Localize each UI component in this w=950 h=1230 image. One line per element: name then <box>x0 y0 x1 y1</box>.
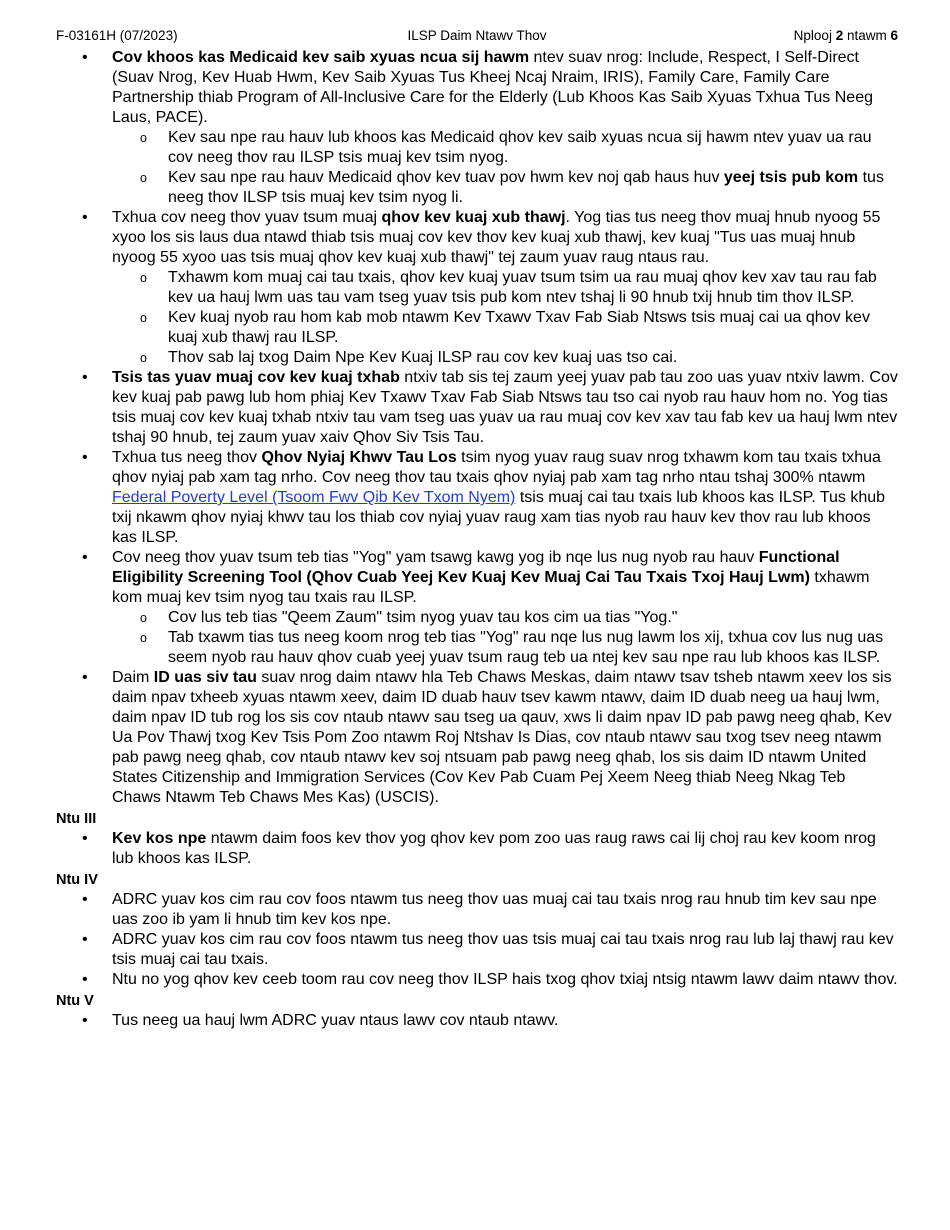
list-item: • Ntu no yog qhov kev ceeb toom rau cov neeg thov ILSP hais txog qhov txiaj ntsig ntawm lawv daim ntawv thov. <box>56 970 898 990</box>
list-item: • Txhua cov neeg thov yuav tsum muaj qhov kev kuaj xub thawj. Yog tias tus neeg thov muaj hnub nyoog 55 xyoo los sis laus dua ntawd thiab tsis muaj cov kev thov kev kuaj xub thawj, kev kuaj "Tus uas muaj hnub nyoog 55 xyoo uas tsis muaj qhov kev kuaj xub thawj" tej zaum yuav raug ntaus rau. o Txhawm kom muaj cai tau txais, qhov kev kuaj yuav tsum tsim ua rau muaj qhov kev xav tau rau fab kev ua hauj lwm uas tau vam tseg yuav tsis pub kom ntev tshaj li 90 hnub txij hnub tim thov ILSP. o Kev kuaj nyob rau hom kab mob ntawm Kev Txawv Txav Fab Siab Ntsws tsis muaj cai ua qhov kev kuaj xub thawj rau ILSP. o Thov sab laj txog Daim Npe Kev Kuaj ILSP rau cov kev kuaj uas tso cai. <box>56 208 898 368</box>
sub-list-item: o Kev sau npe rau hauv lub khoos kas Medicaid qhov kev saib xyuas ncua sij hawm ntev yuav ua rau cov neeg thov rau ILSP tsis muaj kev tsim nyog. <box>112 128 898 168</box>
sub-list <box>112 268 898 368</box>
list-item: • Kev kos npe ntawm daim foos kev thov yog qhov kev pom zoo uas raug raws cai lij choj rau kev koom nrog lub khoos kas ILSP. <box>56 829 898 869</box>
section-3-list <box>56 829 898 869</box>
federal-poverty-level-link[interactable]: Federal Poverty Level (Tsoom Fwv Qib Kev Txom Nyem) <box>112 489 516 506</box>
page-header <box>56 28 898 48</box>
sub-list <box>112 128 898 208</box>
page <box>56 28 898 1031</box>
section-heading-ntu-iv: Ntu IV <box>56 872 98 888</box>
section-heading-ntu-v: Ntu V <box>56 993 94 1009</box>
section-heading-ntu-iii: Ntu III <box>56 811 97 827</box>
list-item: • Tsis tas yuav muaj cov kev kuaj txhab ntxiv tab sis tej zaum yeej yuav pab tau zoo uas yuav ntxiv lawm. Cov kev kuaj pab pawg lub hom phiaj Kev Txawv Txav Fab Siab Ntsws tau tso cai nyob rau hauv hom no. Yog tias tsis muaj cov kev kuaj txhab ntxiv tau vam tseg uas yuav ua rau muaj cov kev xav tau fab kev ua hauj lwm ntev tshaj 90 hnub, tej zaum yuav xaiv Qhov Siv Tsis Tau. <box>56 368 898 448</box>
sub-list-item: o Kev kuaj nyob rau hom kab mob ntawm Kev Txawv Txav Fab Siab Ntsws tsis muaj cai ua qhov kev kuaj xub thawj rau ILSP. <box>112 308 898 348</box>
sub-list-item: o Kev sau npe rau hauv Medicaid qhov kev tuav pov hwm kev noj qab haus huv yeej tsis pub kom tus neeg thov ILSP tsis muaj kev tsim nyog li. <box>112 168 898 208</box>
form-id: F-03161H (07/2023) <box>56 28 178 43</box>
document-body <box>56 48 898 1031</box>
sub-list-item: o Thov sab laj txog Daim Npe Kev Kuaj ILSP rau cov kev kuaj uas tso cai. <box>112 348 898 368</box>
page-number: Nplooj 2 ntawm 6 <box>793 28 898 43</box>
sub-list <box>112 608 898 668</box>
list-item: • Tus neeg ua hauj lwm ADRC yuav ntaus lawv cov ntaub ntawv. <box>56 1011 898 1031</box>
section-5-list <box>56 1011 898 1031</box>
list-item: • Cov khoos kas Medicaid kev saib xyuas ncua sij hawm ntev suav nrog: Include, Respect, I Self-Direct (Suav Nrog, Kev Huab Hwm, Kev Saib Xyuas Tus Kheej Ncaj Nraim, IRIS), Family Care, Family Care Partnership thiab Program of All-Inclusive Care for the Elderly (Lub Khoos Kas Saib Xyuas Txhua Tus Neeg Laus, PACE). o Kev sau npe rau hauv lub khoos kas Medicaid qhov kev saib xyuas ncua sij hawm ntev yuav ua rau cov neeg thov rau ILSP tsis muaj kev tsim nyog. o Kev sau npe rau hauv Medicaid qhov kev tuav pov hwm kev noj qab haus huv yeej tsis pub kom tus neeg thov ILSP tsis muaj kev tsim nyog li. <box>56 48 898 208</box>
list-item: • Daim ID uas siv tau suav nrog daim ntawv hla Teb Chaws Meskas, daim ntawv tsav tsheb ntawm xeev los sis daim npav txheeb xyuas ntawm xeev, daim ID duab hauv tsev kawm ntawv, daim ID duab neeg ua hauj lwm, daim npav ID tub rog los sis cov ntaub ntawv sau tseg ua qauv, xws li daim npav ID pab pawg neeg qhab, Kev Ua Pov Thawj txog Kev Tsis Pom Zoo ntawm Roj Ntshav Is Dias, cov ntaub ntawv sau txog tsev neeg ntawm pab pawg neeg qhab, cov ntaub ntawv kev soj ntsuam pab pawg neeg qhab, los sis daim ID ntawm United States Citizenship and Immigration Services (Cov Kev Pab Cuam Pej Xeem Neeg thiab Neeg Nkag Teb Chaws Ntawm Teb Chaws Mes Kas) (USCIS). <box>56 668 898 808</box>
sub-list-item: o Txhawm kom muaj cai tau txais, qhov kev kuaj yuav tsum tsim ua rau muaj qhov kev xav tau rau fab kev ua hauj lwm uas tau vam tseg yuav tsis pub kom ntev tshaj li 90 hnub txij hnub tim thov ILSP. <box>112 268 898 308</box>
list-item: • ADRC yuav kos cim rau cov foos ntawm tus neeg thov uas tsis muaj cai tau txais nrog rau lub laj thawj rau kev tsis muaj cai tau txais. <box>56 930 898 970</box>
section-2-list <box>56 48 898 808</box>
list-item: • Cov neeg thov yuav tsum teb tias "Yog" yam tsawg kawg yog ib nqe lus nug nyob rau hauv Functional Eligibility Screening Tool (Qhov Cuab Yeej Kev Kuaj Kev Muaj Cai Tau Txais Txoj Hauj Lwm) txhawm kom muaj kev tsim nyog tau txais rau ILSP. o Cov lus teb tias "Qeem Zaum" tsim nyog yuav tau kos cim ua tias "Yog." o Tab txawm tias tus neeg koom nrog teb tias "Yog" rau nqe lus nug lawm los xij, txhua cov lus nug uas seem nyob rau hauv qhov cuab yeej yuav tsum raug teb ua ntej kev sau npe rau lub khoos kas ILSP. <box>56 548 898 668</box>
list-item: • ADRC yuav kos cim rau cov foos ntawm tus neeg thov uas muaj cai tau txais nrog rau hnub tim kev sau npe uas zoo ib yam li hnub tim kev kos npe. <box>56 890 898 930</box>
list-item: • Txhua tus neeg thov Qhov Nyiaj Khwv Tau Los tsim nyog yuav raug suav nrog txhawm kom tau txais txhua qhov nyiaj pab xam tag nrho. Cov neeg thov tau txais qhov nyiaj pab xam tag nrho ntau tshaj 300% ntawm Federal Poverty Level (Tsoom Fwv Qib Kev Txom Nyem) tsis muaj cai tau txais lub khoos kas ILSP. Tus khub txij nkawm qhov nyiaj khwv tau los thiab cov nyiaj yuav raug xam tias nyob rau hauv kev thov rau lub khoos kas ILSP. <box>56 448 898 548</box>
sub-list-item: o Tab txawm tias tus neeg koom nrog teb tias "Yog" rau nqe lus nug lawm los xij, txhua cov lus nug uas seem nyob rau hauv qhov cuab yeej yuav tsum raug teb ua ntej kev sau npe rau lub khoos kas ILSP. <box>112 628 898 668</box>
section-4-list <box>56 890 898 990</box>
form-title: ILSP Daim Ntawv Thov <box>407 28 547 43</box>
sub-list-item: o Cov lus teb tias "Qeem Zaum" tsim nyog yuav tau kos cim ua tias "Yog." <box>112 608 898 628</box>
